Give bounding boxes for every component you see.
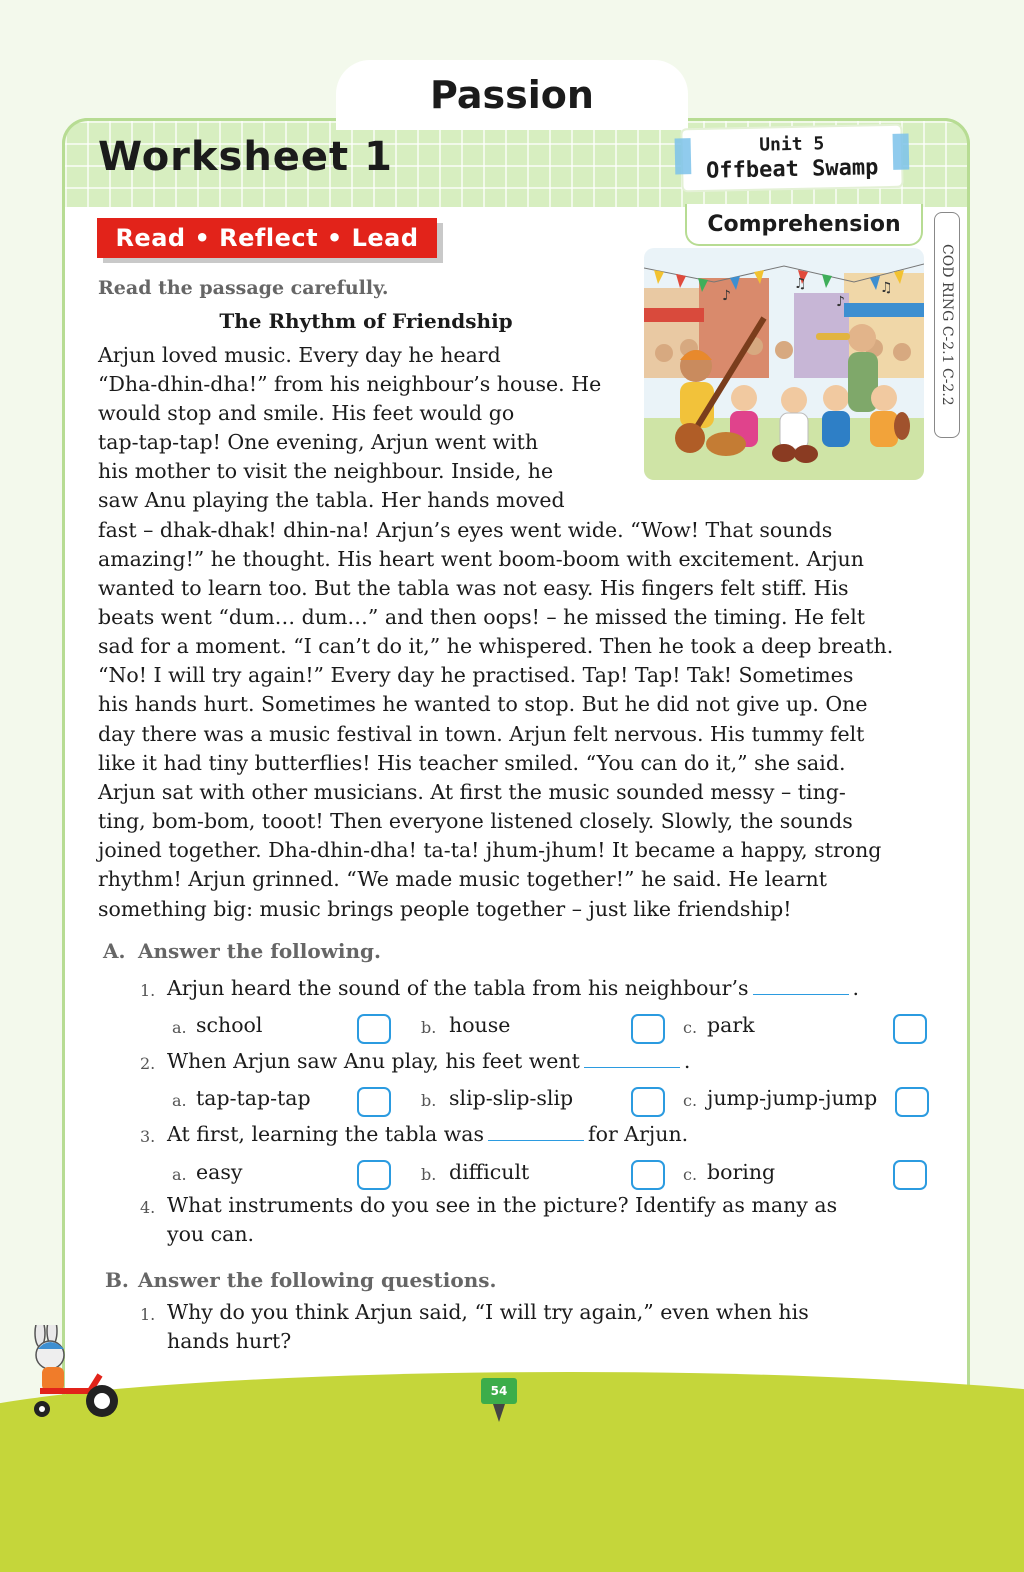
side-code-label	[934, 212, 960, 438]
passage-line: would stop and smile. His feet would go	[98, 401, 515, 425]
option-text: park	[707, 1013, 755, 1037]
option-letter: c.	[683, 1165, 698, 1184]
passage-line: his mother to visit the neighbour. Inside, he	[98, 459, 554, 483]
option-letter: a.	[172, 1165, 187, 1184]
question-text-after: for Arjun.	[588, 1122, 689, 1146]
question-text-before: Arjun heard the sound of the tabla from his neighbour’s	[167, 976, 749, 1000]
option-letter: b.	[421, 1165, 437, 1184]
unit-tag	[682, 126, 901, 191]
option-checkbox[interactable]	[357, 1160, 391, 1190]
question-text	[167, 1049, 690, 1073]
option-text: tap-tap-tap	[196, 1086, 311, 1110]
question-text-before: When Arjun saw Anu play, his feet went	[167, 1049, 580, 1073]
question-text-after: .	[852, 976, 860, 1000]
question-number: 1.	[140, 1305, 156, 1324]
passage-line: like it had tiny butterflies! His teacher smiled. “You can do it,” she said.	[98, 751, 846, 775]
option-letter: c.	[683, 1091, 698, 1110]
passage-line: joined together. Dha-dhin-dha! ta-ta! jhum-jhum! It became a happy, strong	[98, 838, 882, 862]
option-text: house	[449, 1013, 511, 1037]
rabbit-on-tricycle-mascot	[20, 1325, 130, 1425]
question-text-line1: What instruments do you see in the picture? Identify as many as	[167, 1193, 838, 1217]
answer-blank[interactable]	[753, 994, 849, 995]
passage-line: tap-tap-tap! One evening, Arjun went with	[98, 430, 539, 454]
read-reflect-lead-banner: Read • Reflect • Lead	[97, 218, 437, 258]
passage-line: “Dha-dhin-dha!” from his neighbour’s house. He	[98, 372, 602, 396]
question-text	[167, 1122, 688, 1146]
option-text: boring	[707, 1160, 776, 1184]
unit-name: Offbeat Swamp	[705, 155, 879, 184]
option-text: easy	[196, 1160, 243, 1184]
instruction: Read the passage carefully.	[98, 277, 389, 299]
passage-line: his hands hurt. Sometimes he wanted to stop. But he did not give up. One	[98, 692, 868, 716]
tape-right-icon	[893, 134, 910, 170]
worksheet-title: Worksheet 1	[98, 134, 393, 180]
option-checkbox[interactable]	[357, 1014, 391, 1044]
option-checkbox[interactable]	[631, 1160, 665, 1190]
musicians-illustration	[644, 248, 924, 480]
option-letter: b.	[421, 1091, 437, 1110]
section-b-label: B.	[105, 1268, 129, 1292]
question-number: 1.	[140, 981, 156, 1000]
section-a-heading: Answer the following.	[138, 939, 382, 963]
passage-line: saw Anu playing the tabla. Her hands moved	[98, 488, 565, 512]
svg-text:♫: ♫	[794, 276, 807, 292]
passage-line: something big: music brings people together – just like friendship!	[98, 897, 792, 921]
passage-line: fast – dhak-dhak! dhin-na! Arjun’s eyes went wide. “Wow! That sounds	[98, 518, 833, 542]
side-code-text: COD RING C-2.1 C-2.2	[939, 244, 955, 406]
page-pointer-icon	[493, 1404, 505, 1422]
passage-line: Arjun loved music. Every day he heard	[98, 343, 501, 367]
option-text: difficult	[449, 1160, 530, 1184]
page-number: 54	[481, 1378, 517, 1404]
question-number: 4.	[140, 1198, 156, 1217]
option-checkbox[interactable]	[895, 1087, 929, 1117]
option-text: slip-slip-slip	[449, 1086, 574, 1110]
passage-line: “No! I will try again!” Every day he practised. Tap! Tap! Tak! Sometimes	[98, 663, 854, 687]
question-number: 2.	[140, 1054, 156, 1073]
section-a-label: A.	[103, 939, 126, 963]
answer-blank[interactable]	[488, 1140, 584, 1141]
option-text: school	[196, 1013, 263, 1037]
question-number: 3.	[140, 1127, 156, 1146]
passage-line: ting, bom-bom, tooot! Then everyone listened closely. Slowly, the sounds	[98, 809, 853, 833]
option-text: jump-jump-jump	[707, 1086, 878, 1110]
option-checkbox[interactable]	[357, 1087, 391, 1117]
option-letter: c.	[683, 1018, 698, 1037]
question-text-after: .	[683, 1049, 691, 1073]
question-text-before: At first, learning the tabla was	[167, 1122, 485, 1146]
question-text-line2: hands hurt?	[167, 1329, 292, 1353]
svg-text:♪: ♪	[836, 294, 845, 310]
option-letter: a.	[172, 1091, 187, 1110]
section-b-heading: Answer the following questions.	[138, 1268, 497, 1292]
unit-number: Unit 5	[758, 133, 825, 156]
passage-line: wanted to learn too. But the tabla was not easy. His fingers felt stiff. His	[98, 576, 849, 600]
option-checkbox[interactable]	[893, 1014, 927, 1044]
passage-line: rhythm! Arjun grinned. “We made music together!” he said. He learnt	[98, 867, 827, 891]
answer-blank[interactable]	[584, 1067, 680, 1068]
question-text-line1: Why do you think Arjun said, “I will try again,” even when his	[167, 1300, 809, 1324]
section-tab-comprehension: Comprehension	[685, 204, 923, 246]
passage-line: beats went “dum… dum…” and then oops! – he missed the timing. He felt	[98, 605, 866, 629]
option-checkbox[interactable]	[893, 1160, 927, 1190]
option-letter: b.	[421, 1018, 437, 1037]
option-letter: a.	[172, 1018, 187, 1037]
svg-text:♫: ♫	[880, 280, 893, 296]
svg-text:♪: ♪	[722, 288, 731, 304]
theme-title: Passion	[336, 60, 688, 130]
question-text	[167, 976, 859, 1000]
passage-title: The Rhythm of Friendship	[219, 309, 513, 333]
passage-line: sad for a moment. “I can’t do it,” he whispered. Then he took a deep breath.	[98, 634, 894, 658]
passage-line: amazing!” he thought. His heart went boom-boom with excitement. Arjun	[98, 547, 864, 571]
passage-line: day there was a music festival in town. Arjun felt nervous. His tummy felt	[98, 722, 865, 746]
option-checkbox[interactable]	[631, 1014, 665, 1044]
passage-line: Arjun sat with other musicians. At first the music sounded messy – ting-	[98, 780, 846, 804]
tape-left-icon	[675, 138, 692, 174]
option-checkbox[interactable]	[631, 1087, 665, 1117]
question-text-line2: you can.	[167, 1222, 255, 1246]
